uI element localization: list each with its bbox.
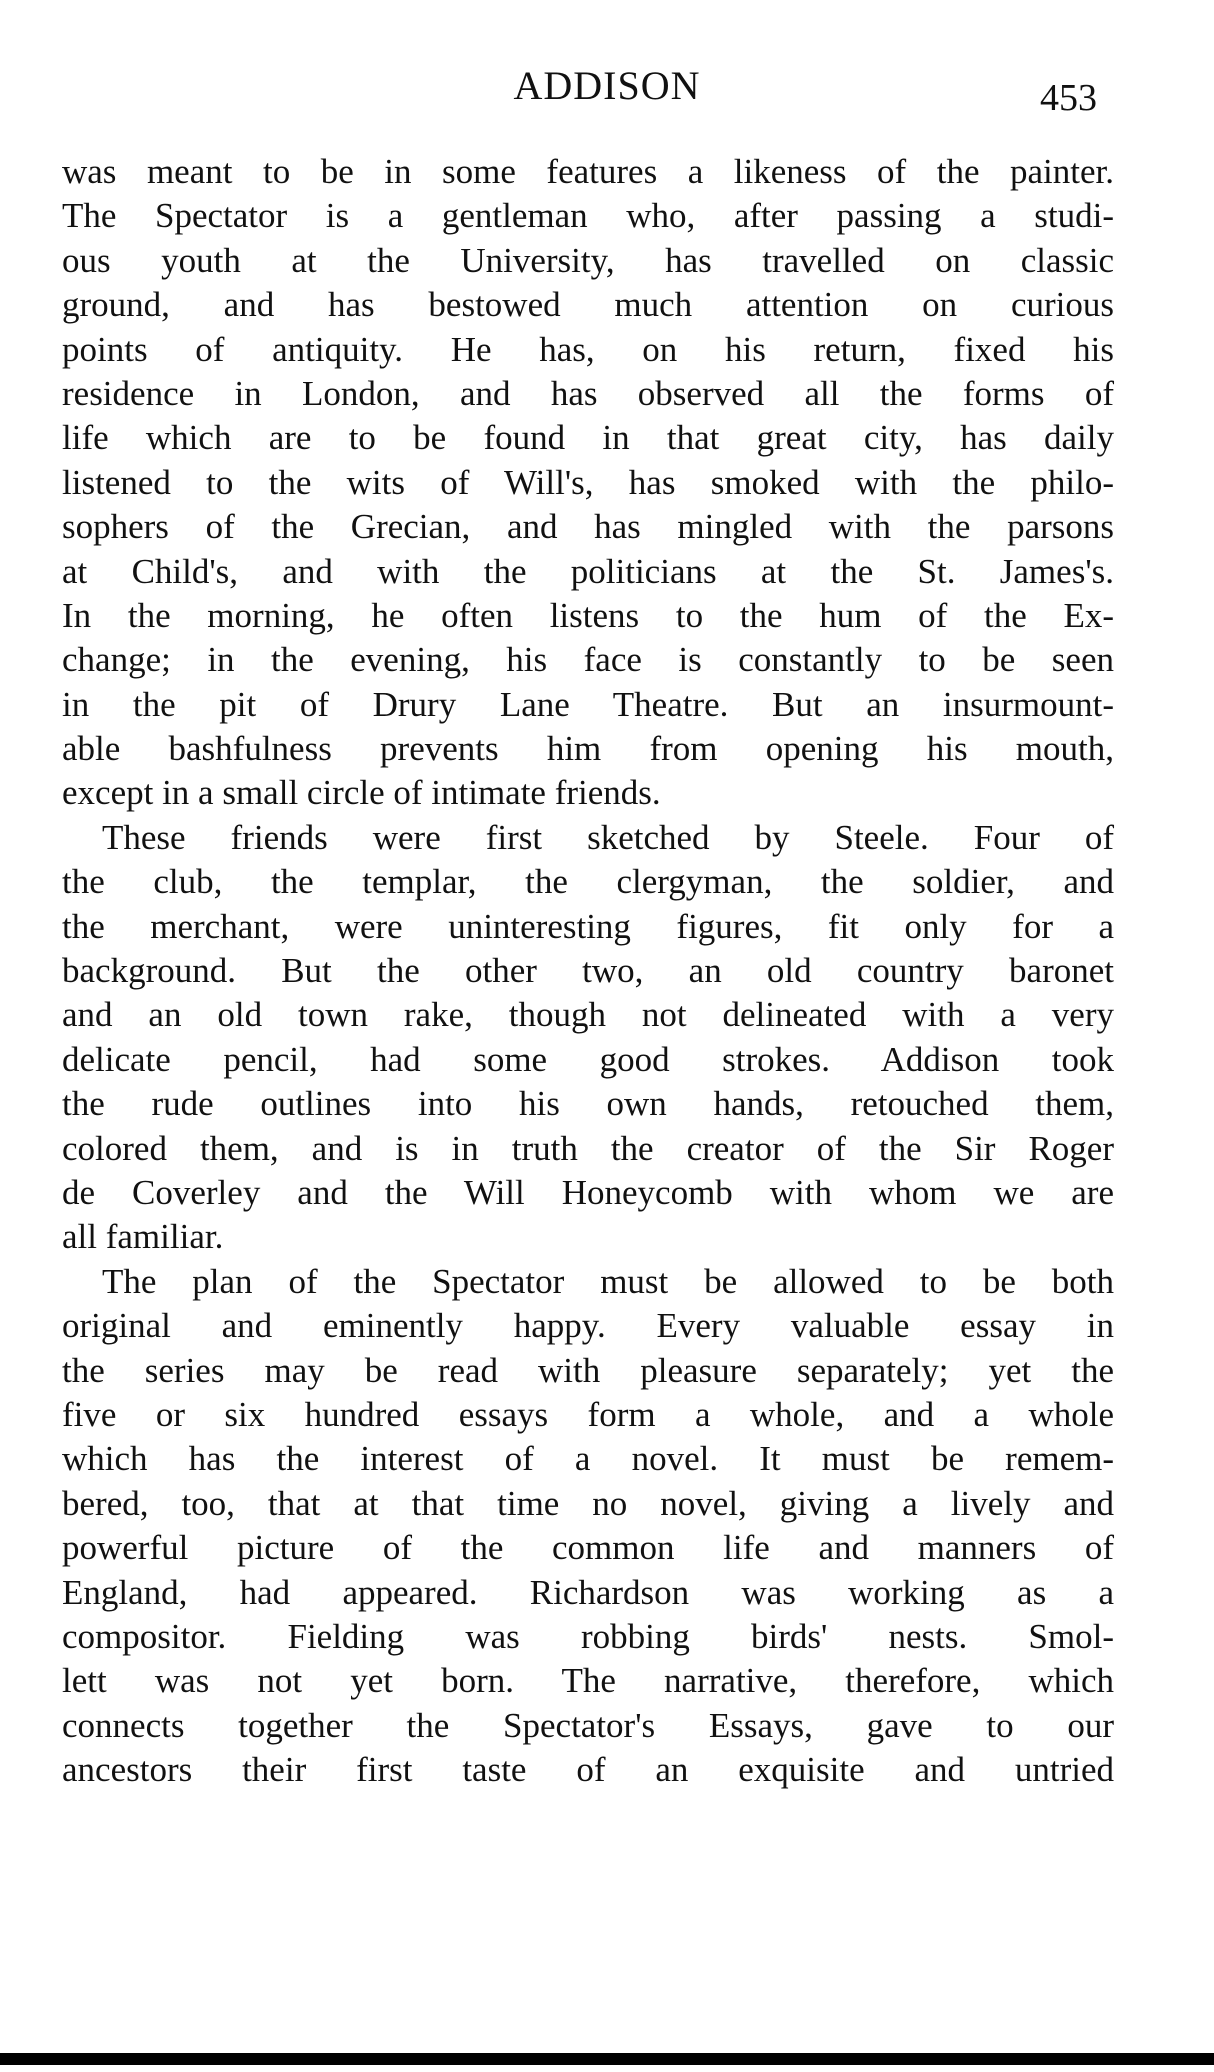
text-line: five or six hundred essays form a whole, and a whole — [62, 1394, 1114, 1434]
text-line: background. But the other two, an old country baronet — [62, 951, 1114, 991]
text-line: life which are to be found in that great city, has daily — [62, 418, 1114, 458]
running-head-title: ADDISON — [513, 63, 701, 108]
text-line: and an old town rake, though not delineated with a very — [62, 995, 1114, 1035]
text-line: listened to the wits of Will's, has smoked with the philo- — [62, 462, 1114, 502]
text-line: de Coverley and the Will Honeycomb with whom we are — [62, 1172, 1114, 1212]
text-line: compositor. Fielding was robbing birds' nests. Smol- — [62, 1616, 1114, 1656]
text-line: The plan of the Spectator must be allowed to be both — [102, 1261, 1114, 1301]
text-line: lett was not yet born. The narrative, therefore, which — [62, 1661, 1114, 1701]
text-line: the series may be read with pleasure separately; yet the — [62, 1350, 1114, 1390]
text-line: except in a small circle of intimate friends. — [62, 773, 661, 813]
text-line: In the morning, he often listens to the hum of the Ex- — [62, 595, 1114, 635]
text-line: ground, and has bestowed much attention on curious — [62, 285, 1114, 325]
text-line: bered, too, that at that time no novel, giving a lively and — [62, 1483, 1114, 1523]
text-line: all familiar. — [62, 1217, 224, 1257]
text-line: These friends were first sketched by Steele. Four of — [102, 817, 1114, 857]
text-line: connects together the Spectator's Essays, gave to our — [62, 1705, 1114, 1745]
text-line: original and eminently happy. Every valuable essay in — [62, 1306, 1114, 1346]
text-line: delicate pencil, had some good strokes. Addison took — [62, 1039, 1114, 1079]
text-line: change; in the evening, his face is constantly to be seen — [62, 640, 1114, 680]
page-number: 453 — [1040, 77, 1097, 119]
text-line: ous youth at the University, has travelled on classic — [62, 240, 1114, 280]
text-line: the club, the templar, the clergyman, the soldier, and — [62, 862, 1114, 902]
text-line: powerful picture of the common life and manners of — [62, 1528, 1114, 1568]
text-line: England, had appeared. Richardson was working as a — [62, 1572, 1114, 1612]
text-line: the merchant, were uninteresting figures, fit only for a — [62, 906, 1114, 946]
text-line: at Child's, and with the politicians at the St. James's. — [62, 551, 1114, 591]
text-line: The Spectator is a gentleman who, after passing a studi- — [62, 196, 1114, 236]
text-line: was meant to be in some features a likeness of the painter. — [62, 152, 1114, 191]
body-text — [62, 150, 1114, 1792]
text-line: ancestors their first taste of an exquisite and untried — [62, 1750, 1114, 1790]
text-line: in the pit of Drury Lane Theatre. But an insurmount- — [62, 684, 1114, 724]
text-line: the rude outlines into his own hands, retouched them, — [62, 1084, 1114, 1124]
text-line: which has the interest of a novel. It must be remem- — [62, 1439, 1114, 1479]
text-line: points of antiquity. He has, on his return, fixed his — [62, 329, 1114, 369]
text-line: colored them, and is in truth the creator of the Sir Roger — [62, 1128, 1114, 1168]
text-line: residence in London, and has observed all the forms of — [62, 373, 1114, 413]
text-line: able bashfulness prevents him from opening his mouth, — [62, 729, 1114, 769]
bottom-rule — [0, 2053, 1214, 2065]
text-line: sophers of the Grecian, and has mingled with the parsons — [62, 507, 1114, 547]
